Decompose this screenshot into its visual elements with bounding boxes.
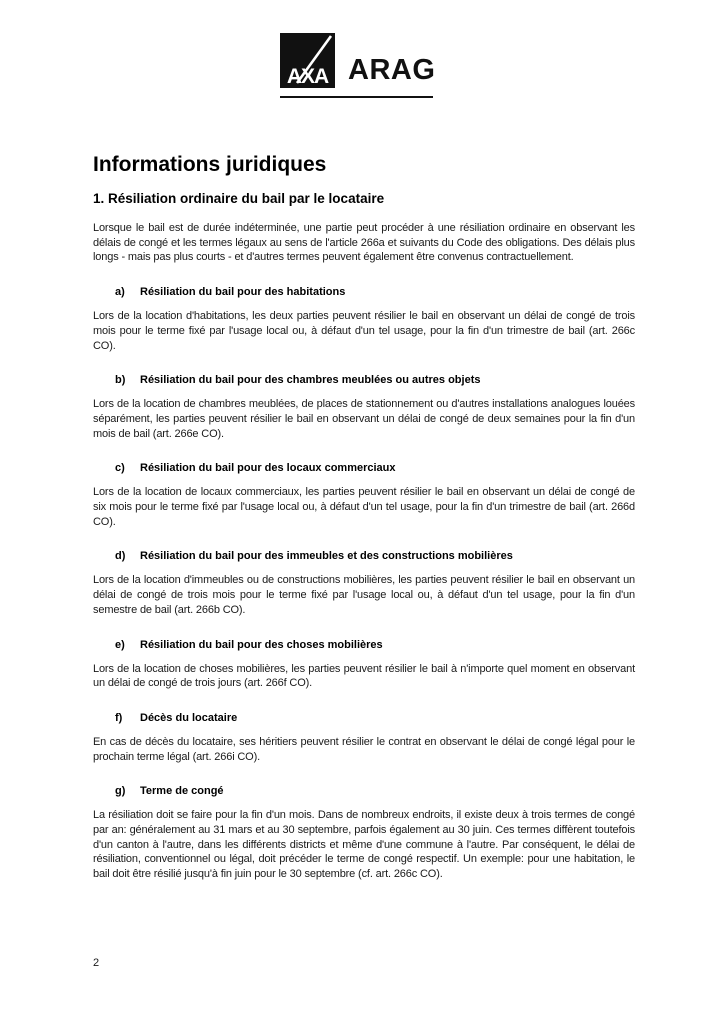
axa-logo-text: AXA [286,65,329,88]
axa-logo-icon [280,33,335,88]
subsection-d-letter: d) [115,550,126,563]
subsection-f-title: Décès du locataire [140,711,238,724]
subsection-f [93,711,635,764]
subsection-f-letter: f) [115,711,123,724]
intro-paragraph: Lorsque le bail est de durée indéterminée, une partie peut procéder à une résiliation ordinaire en observant les délais de congé et les termes légaux au sens de l'article 266a et suivants du Code des obligations. Des délais plus longs - mais pas plus courts - et d'autres termes peuvent également être convenus contractuellement. [93,222,635,264]
subsection-e-title: Résiliation du bail pour des choses mobilières [140,638,383,651]
subsection-c-letter: c) [115,462,125,475]
subsection-d-heading [115,549,635,564]
subsection-a-letter: a) [115,286,125,299]
subsection-f-heading [115,711,635,726]
subsection-b-heading [115,373,635,388]
subsection-e-body: Lors de la location de choses mobilières, les parties peuvent résilier le bail à n'importe quel moment en observant un délai de congé de trois jours (art. 266f CO). [93,662,635,690]
subsection-d [93,549,635,617]
subsection-f-body: En cas de décès du locataire, ses héritiers peuvent résilier le contrat en observant le délai de congé légal pour le prochain terme légal (art. 266i CO). [93,735,635,763]
subsection-a-body: Lors de la location d'habitations, les deux parties peuvent résilier le bail en observant un délai de congé de trois mois pour le terme fixé par l'usage local ou, à défaut d'un tel usage, pour la fin d'un trimestre de bail (art. 266c CO). [93,310,635,352]
subsection-d-title: Résiliation du bail pour des immeubles et des constructions mobilières [140,550,513,563]
subsection-c-body: Lors de la location de locaux commerciaux, les parties peuvent résilier le bail en observant un délai de congé de six mois pour le terme fixé par l'usage local ou, à défaut d'un tel usage, pour la fin d'un trimestre de bail (art. 266d CO). [93,486,635,528]
subsection-e-heading [115,638,635,653]
subsection-a [93,285,635,353]
subsection-b [93,373,635,441]
subsection-e [93,638,635,691]
arag-logo-text: ARAG [348,54,436,86]
document-content [93,152,635,882]
subsection-a-title: Résiliation du bail pour des habitations [140,286,346,299]
subsection-a-heading [115,285,635,300]
subsection-g-title: Terme de congé [140,785,224,798]
subsection-c-heading [115,461,635,476]
logo [280,33,436,98]
section-title: 1. Résiliation ordinaire du bail par le locataire [93,191,385,206]
logo-underline [280,96,433,98]
subsection-b-body: Lors de la location de chambres meublées, de places de stationnement ou d'autres installations analogues louées séparément, les parties peuvent résilier le bail en observant un délai de congé de deux semaines pour la fin d'un mois de bail (art. 266e CO). [93,398,635,440]
subsection-c [93,461,635,529]
page-number: 2 [93,957,100,969]
subsection-g-body: La résiliation doit se faire pour la fin d'un mois. Dans de nombreux endroits, il existe deux à trois termes de congé par an: généralement au 31 mars et au 30 septembre, parfois également au 30 juin. Ces termes diffèrent toutefois d'un canton à l'autre, dans les différents districts et même d'une commune à l'autre. Par conséquent, le délai de résiliation, conventionnel ou légal, doit précéder le terme de congé respectif. Un exemple: pour une habitation, le bail doit être résilié jusqu'à fin juin pour le 30 septembre (cf. art. 266c CO). [93,809,635,881]
page-title: Informations juridiques [93,153,327,176]
subsection-b-title: Résiliation du bail pour des chambres meublées ou autres objets [140,374,481,387]
subsection-g-letter: g) [115,785,126,798]
subsection-c-title: Résiliation du bail pour des locaux commerciaux [140,462,396,475]
subsection-b-letter: b) [115,374,126,387]
subsection-e-letter: e) [115,638,125,651]
subsection-d-body: Lors de la location d'immeubles ou de constructions mobilières, les parties peuvent résilier le bail en observant un délai de congé de trois mois pour le terme fixé par l'usage local ou, à défaut d'un tel usage, pour la fin d'un semestre de bail (art. 266b CO). [93,574,635,616]
logo-row [280,33,436,88]
subsection-g-heading [115,784,635,799]
subsection-g [93,784,635,882]
